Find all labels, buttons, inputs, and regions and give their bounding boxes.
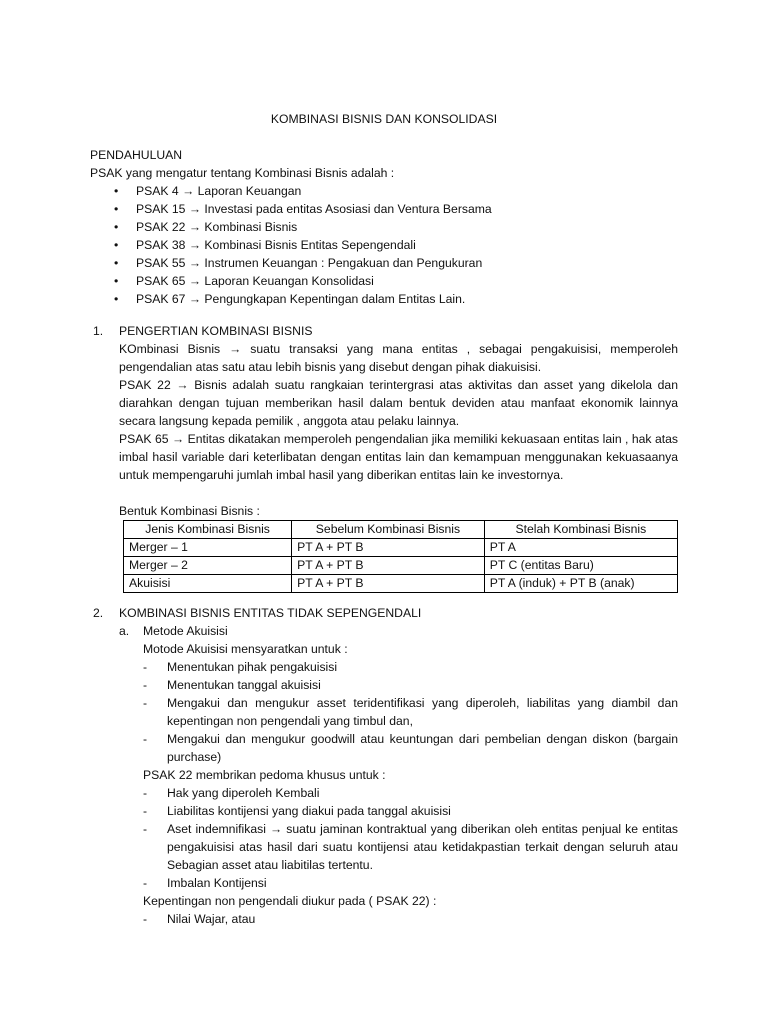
list-item: - Mengakui dan mengukur goodwill atau keuntungan dari pembelian dengan diskon (bargain purchase) — [143, 732, 678, 764]
intro-heading: PENDAHULUAN — [90, 148, 183, 162]
nci-lead: Kepentingan non pengendali diukur pada ( PSAK 22) : — [143, 894, 437, 908]
intro-lead: PSAK yang mengatur tentang Kombinasi Bisnis adalah : — [90, 166, 395, 180]
section-1-heading: 1. PENGERTIAN KOMBINASI BISNIS — [93, 324, 313, 338]
section-2-body — [119, 622, 678, 928]
psak-list — [90, 182, 680, 308]
section-1 — [93, 322, 678, 593]
bullet-icon: • — [114, 256, 119, 270]
list-item: - Menentukan pihak pengakuisisi — [143, 660, 338, 674]
list-item: • PSAK 4 → Laporan Keuangan — [114, 184, 302, 198]
table-caption: Bentuk Kombinasi Bisnis : — [119, 504, 260, 518]
section-2 — [93, 604, 678, 928]
list-item: • PSAK 22 → Kombinasi Bisnis — [114, 220, 298, 234]
list-item: • PSAK 65 → Laporan Keuangan Konsolidasi — [114, 274, 374, 288]
list-item: • PSAK 55 → Instrumen Keuangan : Pengakuan dan Pengukuran — [114, 256, 483, 270]
bullet-icon: • — [114, 220, 119, 234]
list-item: - Mengakui dan mengukur asset teridentifikasi yang diperoleh, liabilitas yang diambil dan kepentingan non pengendali yang timbul dan, — [143, 696, 678, 728]
list-item: - Liabilitas kontijensi yang diakui pada tanggal akuisisi — [143, 804, 451, 818]
document-title: KOMBINASI BISNIS DAN KONSOLIDASI — [270, 112, 498, 126]
paragraph: KOmbinasi Bisnis → suatu transaksi yang mana entitas , sebagai pengakuisisi, memperoleh pengendalian atas satu atau lebih bisnis yang disebut dengan pihak diakuisisi. — [119, 342, 678, 374]
table-header-row — [124, 521, 678, 539]
list-item: - Aset indemnifikasi → suatu jaminan kontraktual yang diberikan oleh entitas penjual ke entitas pengakuisisi atas hasil dari suatu kontijensi atau ketidakpastian terkait dengan seluruh atau Sebagian asset atau liabitilas tertentu. — [143, 822, 678, 872]
section-2-heading: 2. KOMBINASI BISNIS ENTITAS TIDAK SEPENGENDALI — [93, 606, 422, 620]
column-header: Jenis Kombinasi Bisnis — [124, 521, 292, 539]
list-item: • PSAK 15 → Investasi pada entitas Asosiasi dan Ventura Bersama — [114, 202, 492, 216]
bullet-icon: • — [114, 184, 119, 198]
list-item: • PSAK 67 → Pengungkapan Kepentingan dalam Entitas Lain. — [114, 292, 466, 306]
list-item: • PSAK 38 → Kombinasi Bisnis Entitas Sepengendali — [114, 238, 416, 252]
column-header: Stelah Kombinasi Bisnis — [484, 521, 677, 539]
requirements-lead: Motode Akuisisi mensyaratkan untuk : — [143, 642, 348, 656]
table-row: Akuisisi PT A + PT B PT A (induk) + PT B (anak) — [124, 575, 678, 593]
paragraph: PSAK 22 → Bisnis adalah suatu rangkaian terintergrasi atas aktivitas dan asset yang dikelola dan diarahkan dengan tujuan memberikan hasil dalam bentuk deviden atau manfaat ekonomik lainnya secara langsung kepada pemilik , anggota atau pelaku lainnya. — [119, 378, 678, 428]
list-item: - Menentukan tanggal akuisisi — [143, 678, 321, 692]
kombinasi-table — [123, 520, 678, 593]
paragraph: PSAK 65 → Entitas dikatakan memperoleh pengendalian jika memiliki kekuasaan entitas lain , hak atas imbal hasil variable dari keterlibatan dengan entitas lain dan kemampuan menggunakan kekuasaanya untuk mempengaruhi jumlah imbal hasil yang diberikan entitas lain ke investornya. — [119, 432, 678, 482]
bullet-icon: • — [114, 202, 119, 216]
column-header: Sebelum Kombinasi Bisnis — [292, 521, 485, 539]
table-row: Merger – 2 PT A + PT B PT C (entitas Baru) — [124, 557, 678, 575]
subsection-heading: a. Metode Akuisisi — [119, 624, 228, 638]
section-1-body — [119, 340, 678, 484]
list-item: - Hak yang diperoleh Kembali — [143, 786, 320, 800]
intro-section — [90, 146, 680, 308]
bullet-icon: • — [114, 292, 119, 306]
psak-lead: PSAK 22 membrikan pedoma khusus untuk : — [143, 768, 386, 782]
bullet-icon: • — [114, 274, 119, 288]
bullet-icon: • — [114, 238, 119, 252]
table-row: Merger – 1 PT A + PT B PT A — [124, 539, 678, 557]
list-item: - Nilai Wajar, atau — [143, 912, 256, 926]
list-item: - Imbalan Kontijensi — [143, 876, 267, 890]
